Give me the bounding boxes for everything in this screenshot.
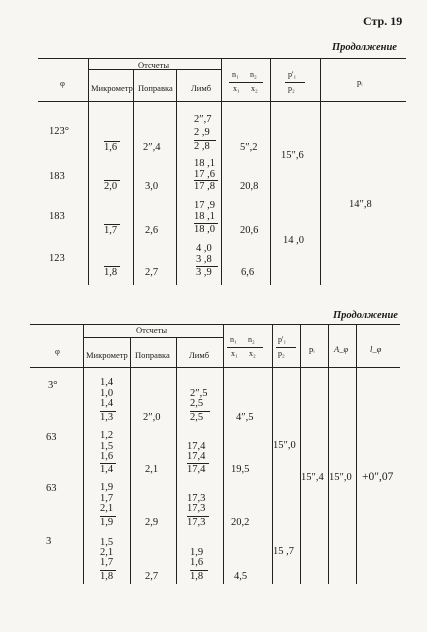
t2-r1-phi: 3° (48, 380, 58, 391)
page-number: Стр. 19 (363, 14, 403, 28)
t2-r2-micro-c: 1,6 (100, 451, 114, 462)
t2-header-readings: Отсчеты (136, 325, 168, 335)
t2-r2-limb-c: 17,4 (187, 463, 209, 475)
t2-r3-limb-a: 17,3 (187, 493, 206, 504)
t2-r2-pi: 15″,4 (301, 472, 324, 483)
t1-r4-limb-c: 3 ,9 (196, 266, 218, 278)
t2-r2-nx: 19,5 (231, 464, 250, 475)
t1-r4-nx: 6,6 (241, 267, 255, 278)
t1-r3-limb-c: 18 ,0 (194, 223, 218, 235)
t2-header-lphi: l_φ (370, 344, 382, 354)
t1-header-micrometer: Микрометр (91, 83, 133, 93)
t2-r2-phi: 63 (46, 432, 57, 443)
t1-header-correction: Поправка (138, 83, 173, 93)
t1-r4-corr: 2,7 (145, 267, 159, 278)
continued-label-1: Продолжение (332, 42, 397, 53)
t1-header-x1: x₁ (233, 84, 240, 93)
t2-r3-micro-d: 1,9 (100, 516, 116, 528)
t2-r1-nx: 4″,5 (236, 412, 254, 423)
t1-header-pi: pᵢ (357, 77, 363, 87)
t2-r4-corr: 2,7 (145, 571, 159, 582)
t1-r2-pi: 14″,8 (349, 199, 372, 210)
t2-r3-micro-b: 1,7 (100, 493, 114, 504)
t2-r2-p: 15″,0 (273, 440, 296, 451)
t2-r2-micro-b: 1,5 (100, 441, 114, 452)
t2-r3-nx: 20,2 (231, 517, 250, 528)
t2-r1-limb-b: 2,5 (190, 398, 204, 409)
t1-header-p1: p'₁ (288, 70, 297, 79)
t1-r1-corr: 2″,4 (143, 142, 161, 153)
t2-header-pi: pᵢ (309, 344, 315, 354)
t2-r1-limb-a: 2″,5 (190, 388, 208, 399)
t2-r4-nx: 4,5 (234, 571, 248, 582)
t2-header-n1: n₁ (230, 335, 237, 344)
t2-r1-micro-d: 1,3 (100, 411, 116, 423)
t2-r2-aphi: 15″,0 (329, 472, 352, 483)
t1-header-n1: n₁ (232, 70, 239, 79)
t2-header-limb: Лимб (189, 350, 210, 360)
t1-r1-phi: 123° (49, 126, 69, 137)
t1-header-x2: x₂ (251, 84, 258, 93)
t1-r2-corr: 3,0 (145, 181, 159, 192)
t2-header-correction: Поправка (135, 350, 170, 360)
t1-r3-limb-b: 18 ,1 (194, 211, 215, 222)
t1-r3-limb-a: 17 ,9 (194, 200, 215, 211)
t1-r3-micro: 1,7 (104, 224, 120, 236)
t2-r4-limb-b: 1,6 (190, 557, 204, 568)
t2-r3-corr: 2,9 (145, 517, 159, 528)
t1-header-readings: Отсчеты (138, 60, 170, 70)
t2-r4-micro-c: 1,7 (100, 557, 114, 568)
t1-r2-micro: 2,0 (104, 180, 120, 192)
t1-r1-nx: 5″,2 (240, 142, 258, 153)
t2-r3-micro-c: 2,1 (100, 503, 114, 514)
t2-header-aphi: A_φ (334, 344, 349, 354)
t1-header-p2: p₂ (288, 84, 295, 93)
t2-r2-micro-a: 1,2 (100, 430, 114, 441)
t2-header-p2: p₂ (278, 349, 285, 358)
t2-r3-limb-c: 17,3 (187, 516, 209, 528)
t2-r3-micro-a: 1,9 (100, 482, 114, 493)
t1-r3-p: 14 ,0 (283, 235, 304, 246)
t2-r1-micro-b: 1,0 (100, 388, 114, 399)
t1-r4-phi: 123 (49, 253, 65, 264)
t1-r4-micro: 1,8 (104, 266, 120, 278)
t2-header-phi: φ (55, 346, 60, 356)
t2-r2-limb-b: 17,4 (187, 451, 206, 462)
t2-r2-micro-d: 1,4 (100, 463, 116, 475)
t1-r2-nx: 20,8 (240, 181, 259, 192)
t2-r1-corr: 2″,0 (143, 412, 161, 423)
t1-r1-limb-a: 2″,7 (194, 114, 212, 125)
t1-header-limb: Лимб (191, 83, 212, 93)
t1-r1-p: 15″,6 (281, 150, 304, 161)
t2-r4-p: 15 ,7 (273, 546, 294, 557)
t2-header-p1: p'₁ (278, 335, 287, 344)
t1-r1-limb-c: 2 ,8 (194, 140, 216, 152)
t1-r4-limb-a: 4 ,0 (196, 243, 212, 254)
t1-r2-limb-a: 18 ,1 (194, 158, 215, 169)
t1-header-phi: φ (60, 78, 65, 88)
t1-r3-nx: 20,6 (240, 225, 259, 236)
t1-r3-corr: 2,6 (145, 225, 159, 236)
t2-r1-micro-c: 1,4 (100, 398, 114, 409)
t1-r1-micro: 1,6 (104, 141, 120, 153)
t2-r3-phi: 63 (46, 483, 57, 494)
t2-header-x1: x₁ (231, 349, 238, 358)
t1-r2-limb-b: 17 ,6 (194, 169, 215, 180)
t1-header-n2: n₂ (250, 70, 257, 79)
t2-r2-corr: 2,1 (145, 464, 159, 475)
t2-header-n2: n₂ (248, 335, 255, 344)
t2-r4-limb-c: 1,8 (190, 570, 208, 582)
t1-r1-limb-b: 2 ,9 (194, 127, 210, 138)
t2-r4-limb-a: 1,9 (190, 547, 204, 558)
t2-r1-limb-c: 2,5 (190, 411, 210, 423)
t2-r1-micro-a: 1,4 (100, 377, 114, 388)
t2-r2-lphi: +0″,07 (362, 471, 394, 483)
t1-r2-phi: 183 (49, 171, 65, 182)
continued-label-2: Продолжение (333, 310, 398, 321)
t2-r4-micro-a: 1,5 (100, 537, 114, 548)
t2-r4-phi: 3 (46, 536, 52, 547)
t2-r4-micro-d: 1,8 (100, 570, 116, 582)
t2-header-x2: x₂ (249, 349, 256, 358)
t2-r3-limb-b: 17,3 (187, 503, 206, 514)
t2-r2-limb-a: 17,4 (187, 441, 206, 452)
t2-r4-micro-b: 2,1 (100, 547, 114, 558)
t2-header-micrometer: Микрометр (86, 350, 128, 360)
t1-r3-phi: 183 (49, 211, 65, 222)
t1-r4-limb-b: 3 ,8 (196, 254, 212, 265)
t1-r2-limb-c: 17 ,8 (194, 180, 218, 192)
